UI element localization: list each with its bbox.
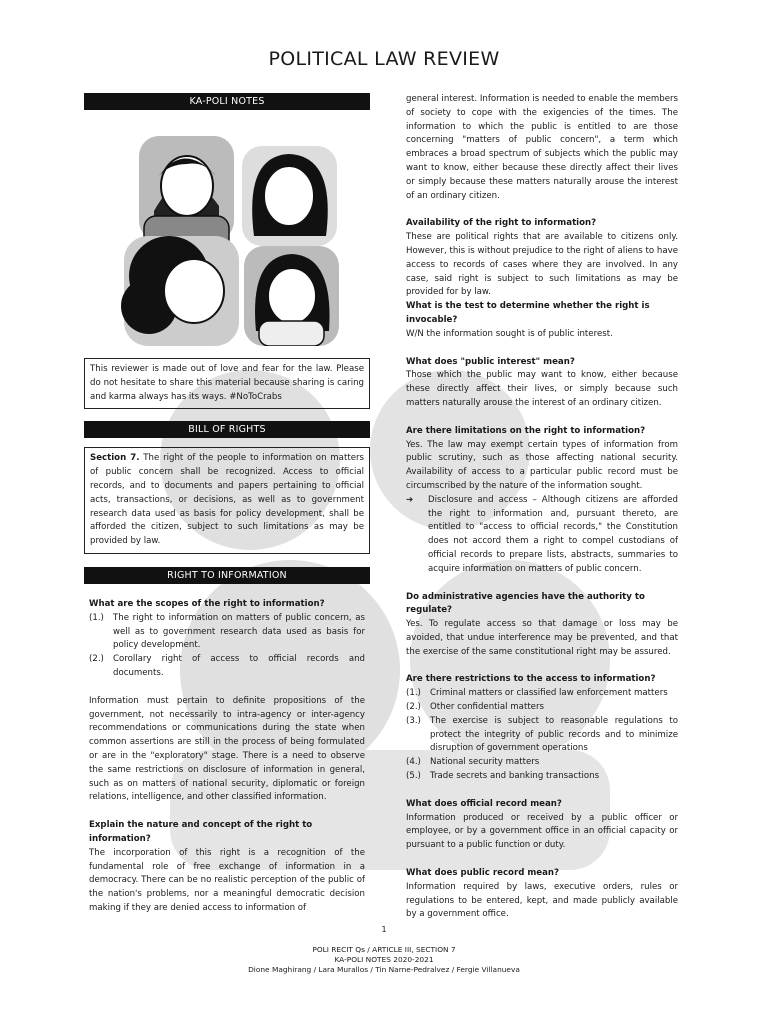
- paragraph-regulate: Yes. To regulate access so that damage or loss may be avoided, that undue interference may be prevented, and that the exercise of the same constitutional right may be assured.: [406, 619, 678, 657]
- question-availability: Availability of the right to information?: [406, 218, 597, 229]
- paragraph-general-interest: general interest. Information is needed to enable the members of society to cope with the exigencies of the times. The information to which the public is entitled to are those concerning "matters of public concern", a term which embraces a broad spectrum of subjects which the public may want to know, either because these directly affect their lives or simply because these matters naturally arouse the interest of an ordinary citizen.: [406, 94, 678, 201]
- list-item: (5.) Trade secrets and banking transactions: [406, 771, 600, 782]
- paragraph-availability: These are political rights that are available to citizens only. However, this is without prejudice to the right of aliens to have access to records of cases where they are involved. In any case, said right is subject to such limitations as may be provided for by law.: [406, 232, 678, 298]
- question-scopes: What are the scopes of the right to information?: [89, 598, 325, 609]
- page-number: 1: [381, 925, 387, 934]
- restrictions-list: [406, 687, 678, 784]
- paragraph-nature-concept: The incorporation of this right is a recognition of the fundamental role of free exchange of information in a democracy. There can be no realistic perception of the public of the nation's problems, nor a meaningful democratic decision making if they are denied access to information of: [89, 847, 365, 913]
- footer-line-2: KA-POLI NOTES 2020-2021: [334, 955, 434, 964]
- paragraph-definite-propositions: Information must pertain to definite propositions of the government, not necessarily to intra-agency or inter-agency recommendations or communications during the state when common assertions are still in the process of being formulated or are in the "exploratory" stage. There is a need to observe the same restrictions on disclosure of information in general, such as on matters of national security, diplomatic or foreign relations, intelligence, and other classified information.: [89, 695, 365, 803]
- list-item: (4.) National security matters: [406, 757, 540, 768]
- section-7-box: [84, 447, 370, 554]
- scopes-list: [89, 612, 365, 681]
- footer-authors: Dione Maghirang / Lara Murallos / Tin Narne-Pedralvez / Fergie Villanueva: [248, 965, 520, 974]
- section-label: Section 7.: [90, 453, 140, 464]
- arrow-icon: ➔: [406, 494, 414, 505]
- question-test: What is the test to determine whether the right is invocable?: [406, 301, 650, 325]
- paragraph-public-record: Information required by laws, executive orders, rules or regulations to be entered, kept, and made publicly available by a government office.: [406, 881, 678, 920]
- footer-line-1: POLI RECIT Qs / ARTICLE III, SECTION 7: [312, 945, 456, 954]
- paragraph-limitations: Yes. The law may exempt certain types of information from public scrutiny, such as those affecting national security. Availability of access to a particular public record must be circumscribed by the nature of the information sought.: [406, 439, 678, 491]
- question-public-record: What does public record mean?: [406, 868, 560, 879]
- list-item: (1.) Criminal matters or classified law enforcement matters: [406, 688, 668, 699]
- page-title: POLITICAL LAW REVIEW: [268, 48, 500, 70]
- kapoli-notes-header: KA-POLI NOTES: [84, 93, 370, 110]
- four-women-illustration: [84, 116, 370, 346]
- note-box: This reviewer is made out of love and fear for the law. Please do not hesitate to share this material because sharing is caring and karma always has its ways. #NoToCrabs: [84, 358, 370, 409]
- section-text: The right of the people to information on matters of public concern shall be recognized. Access to official records, and to documents and papers pertaining to official acts, transactions, or decisions, as well as to government research data used as basis for policy development, shall be afforded the citizen, subject to such limitations as may be provided by law.: [90, 453, 364, 547]
- question-public-interest: What does "public interest" mean?: [406, 356, 575, 367]
- list-item: (2.) Corollary right of access to official records and documents.: [89, 654, 365, 678]
- list-item: (2.) Other confidential matters: [406, 702, 544, 713]
- right-to-information-header: RIGHT TO INFORMATION: [84, 567, 370, 584]
- question-restrictions: Are there restrictions to the access to information?: [406, 674, 656, 685]
- bill-of-rights-header: BILL OF RIGHTS: [84, 421, 370, 438]
- question-nature-concept: Explain the nature and concept of the right to information?: [89, 820, 313, 844]
- paragraph-test: W/N the information sought is of public interest.: [406, 328, 613, 339]
- question-official-record: What does official record mean?: [406, 798, 562, 809]
- list-item-disclosure: ➔ Disclosure and access – Although citizens are afforded the right to information and, pursuant thereto, are entitled to "access to official records," the Constitution does not accord them a right to compel custodians of official records to prepare lists, abstracts, summaries to acquire information on matters of public concern.: [406, 494, 678, 577]
- list-item: (3.) The exercise is subject to reasonable regulations to protect the integrity of public records and to minimize disruption of government operations: [406, 715, 678, 754]
- question-limitations: Are there limitations on the right to information?: [406, 425, 646, 436]
- paragraph-public-interest: Those which the public may want to know, either because these directly affect their lives, or simply because such matters naturally arouse the interest of an ordinary citizen.: [406, 370, 678, 408]
- question-regulate: Do administrative agencies have the authority to regulate?: [406, 591, 645, 616]
- right-column: [406, 93, 678, 922]
- list-item: (1.) The right to information on matters of public concern, as well as to government research data used as basis for policy development.: [89, 612, 365, 651]
- left-column: [84, 93, 370, 916]
- paragraph-official-record: Information produced or received by a public officer or employee, or by a government office in an official capacity or pursuant to a public function or duty.: [406, 812, 678, 851]
